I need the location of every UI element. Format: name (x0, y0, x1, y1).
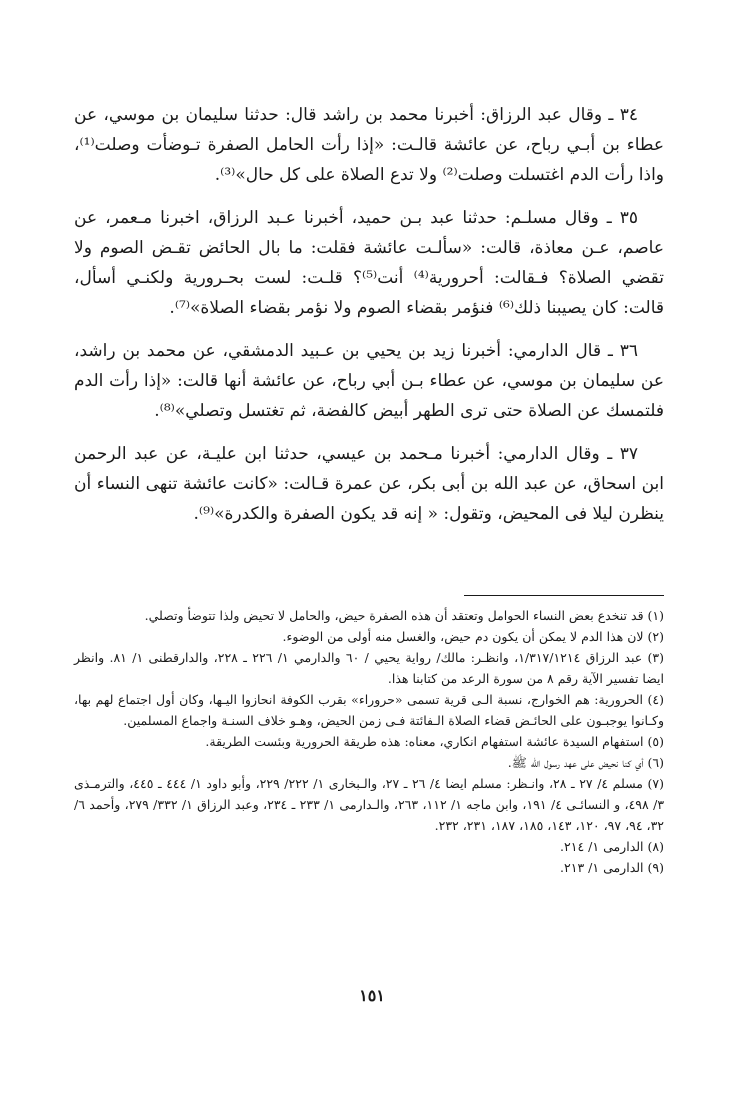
paragraph-36 (74, 336, 664, 426)
footnote-1: (١) قد تنخدع بعض النساء الحوامل وتعتقد أن هذه الصفرة حيض، والحامل لا تحيض ولذا تتوضأ وتصلي. (144, 608, 664, 623)
main-text (74, 100, 664, 542)
footnotes (74, 605, 664, 878)
paragraph-text: ٣٧ ـ وقال الدارمي: أخبرنا مـحمد بن عيسي، حدثنا ابن عليـة، عن عبد الرحمن ابن اسحاق، عن عبد الله بن أبى بكر، عن عمرة قـالت: «كانت عائشة تنهى النساء أن ينظرن ليلا فى المحيض، وتقول: « إنه قد يكون الصفرة والكدرة»⁽⁹⁾. (74, 444, 664, 524)
footnote-3: (٣) عبد الرزاق ١/٣١٧/١٢١٤، وانظـر: مالك/ رواية يحيي / ٦٠ والدارمي ١/ ٢٢٦ ـ ٢٢٨، والدارقطنى ١/ ٨١. وانظر ايضا تفسير الآية رقم ٨ من سورة الرعد من كتابنا هذا. (74, 650, 665, 686)
footnote-2: (٢) لان هذا الدم لا يمكن أن يكون دم حيض، والغسل منه أولى من الوضوء. (282, 629, 664, 644)
footnote-8: (٨) الدارمى ١/ ٢١٤. (560, 839, 664, 854)
paragraph-35 (74, 203, 664, 323)
footnote-6: (٦) أي كنا نحيض على عهد رسول الله ﷺ. (507, 755, 664, 770)
footnote-9: (٩) الدارمى ١/ ٢١٣. (560, 860, 664, 875)
page-number: ١٥١ (359, 986, 385, 1005)
paragraph-text: ٣٥ ـ وقال مسلـم: حدثنا عبد بـن حميد، أخبرنا عـبد الرزاق، اخبرنا مـعمر، عن عاصم، عـن معاذة، قالت: «سألـت عائشة فقلت: ما بال الحائض تقـض الصوم ولا تقضي الصلاة؟ فـقالت: أحرورية⁽⁴⁾ أنت⁽⁵⁾؟ قلـت: لست بحـرورية ولكنـي أسأل، قالت: كان يصيبنا ذلك⁽⁶⁾ فنؤمر بقضاء الصوم ولا نؤمر بقضاء الصلاة»⁽⁷⁾. (74, 208, 664, 318)
paragraph-text: ٣٦ ـ قال الدارمي: أخبرنا زيد بن يحيي بن عـبيد الدمشقي، عن محمد بن راشد، عن سليمان بن موسي، عن عطاء بـن أبي رباح، عن عائشة أنها قالت: «إذا رأت الدم فلتمسك عن الصلاة حتى ترى الطهر أبيض كالفضة، ثم تغتسل وتصلي»⁽⁸⁾. (74, 341, 664, 421)
paragraph-37 (74, 439, 664, 529)
paragraph-34 (74, 100, 664, 190)
footnote-separator (464, 595, 664, 596)
paragraph-text: ٣٤ ـ وقال عبد الرزاق: أخبرنا محمد بن راشد قال: حدثنا سليمان بن موسي، عن عطاء بن أبـي رباح، عن عائشة قالـت: «إذا رأت الحامل الصفرة تـوضأت وصلت⁽¹⁾، واذا رأت الدم اغتسلت وصلت⁽²⁾ ولا تدع الصلاة على كل حال»⁽³⁾. (74, 105, 664, 185)
footnote-4: (٤) الحرورية: هم الخوارج، نسبة الـى قرية تسمى «حروراء» بقرب الكوفة انحازوا اليـها، وكان أول اجتماع لهم بها، وكـانوا يوجبـون على الحائـض قضاء الصلاة الـفائتة فـى زمن الحيض، وهـو خلاف السنـة واجماع المسلمين. (74, 692, 664, 728)
footnote-5: (٥) استفهام السيدة عائشة استفهام انكاري، معناه: هذه طريقة الحرورية وبئست الطريقة. (205, 734, 664, 749)
footnote-7: (٧) مسلم ٤/ ٢٧ ـ ٢٨، وانـظر: مسلم ايضا ٤/ ٢٦ ـ ٢٧، والـبخارى ١/ ٢٢٢/ ٢٢٩، وأبو داود ١/ ٤٤٤ ـ ٤٤٥، والترمـذى ٣/ ٤٩٨، و النسائـى ٤/ ١٩١، وابن ماجه ١/ ١١٢، ٢٦٣، والـدارمى ١/ ٢٣٣ ـ ٢٣٤، وعبد الرزاق ١/ ٣٣٢/ ٢٧٩، وأحمد ٦/ ٣٢، ٩٤، ٩٧، ١٢٠، ١٤٣، ١٨٥، ١٨٧، ٢٣١، ٢٣٢. (74, 776, 665, 833)
